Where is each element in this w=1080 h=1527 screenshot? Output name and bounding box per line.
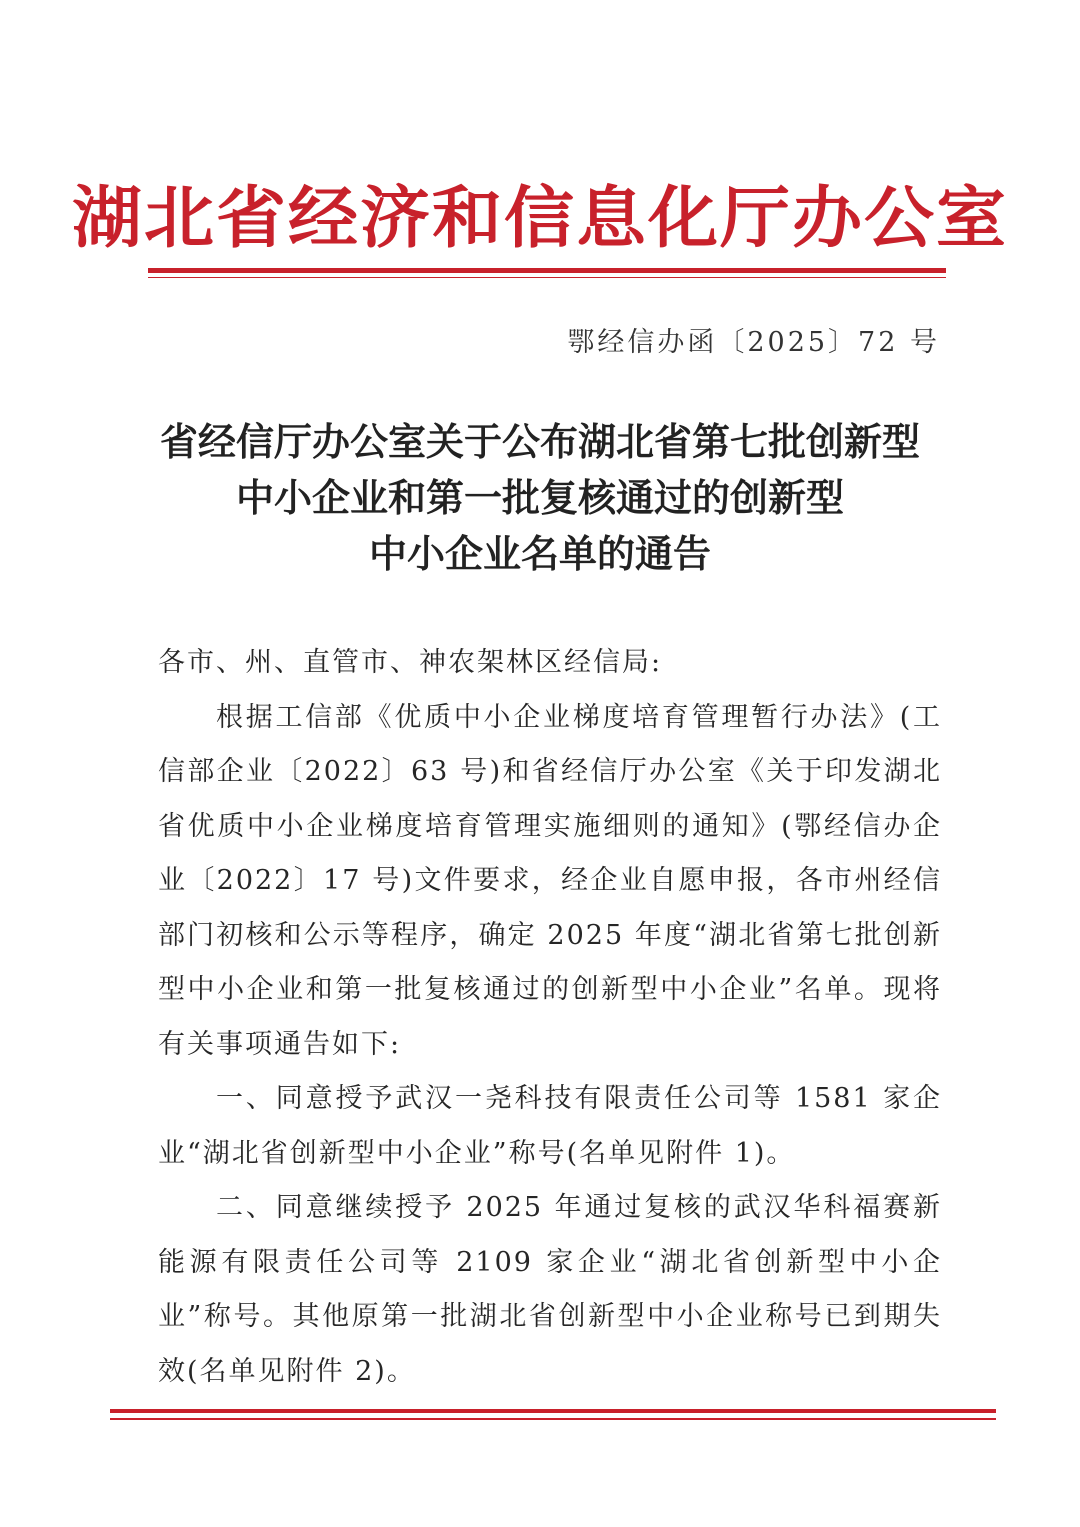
paragraph-item-1: 一、同意授予武汉一尧科技有限责任公司等 1581 家企业“湖北省创新型中小企业”称号(名单见附件 1)。	[158, 1083, 942, 1169]
header-red-rule-thick	[148, 268, 946, 273]
document-title	[0, 414, 1080, 582]
footer-red-rule-thin	[110, 1418, 996, 1420]
letterhead-org-name: 湖北省经济和信息化厅办公室	[72, 178, 1008, 258]
title-line-1: 省经信厅办公室关于公布湖北省第七批创新型	[159, 420, 920, 464]
document-body	[158, 636, 942, 1399]
salutation: 各市、州、直管市、神农架林区经信局:	[158, 647, 663, 678]
document-number: 鄂经信办函〔2025〕72 号	[567, 327, 940, 358]
title-line-3: 中小企业名单的通告	[368, 532, 711, 576]
paragraph-intro: 根据工信部《优质中小企业梯度培育管理暂行办法》(工信部企业〔2022〕63 号)和省经信厅办公室《关于印发湖北省优质中小企业梯度培育管理实施细则的通知》(鄂经信办企业〔2022〕17 号)文件要求，经企业自愿申报，各市州经信部门初核和公示等程序，确定 2025 年度“湖北省第七批创新型中小企业和第一批复核通过的创新型中小企业”名单。现将有关事项通告如下:	[158, 701, 942, 1060]
footer-red-rule-thick	[110, 1409, 996, 1413]
header-red-rule-thin	[148, 277, 946, 278]
title-line-2: 中小企业和第一批复核通过的创新型	[235, 476, 844, 520]
paragraph-item-2: 二、同意继续授予 2025 年通过复核的武汉华科福赛新能源有限责任公司等 2109 家企业“湖北省创新型中小企业”称号。其他原第一批湖北省创新型中小企业称号已到期失效(名单见附件 2)。	[158, 1192, 942, 1387]
